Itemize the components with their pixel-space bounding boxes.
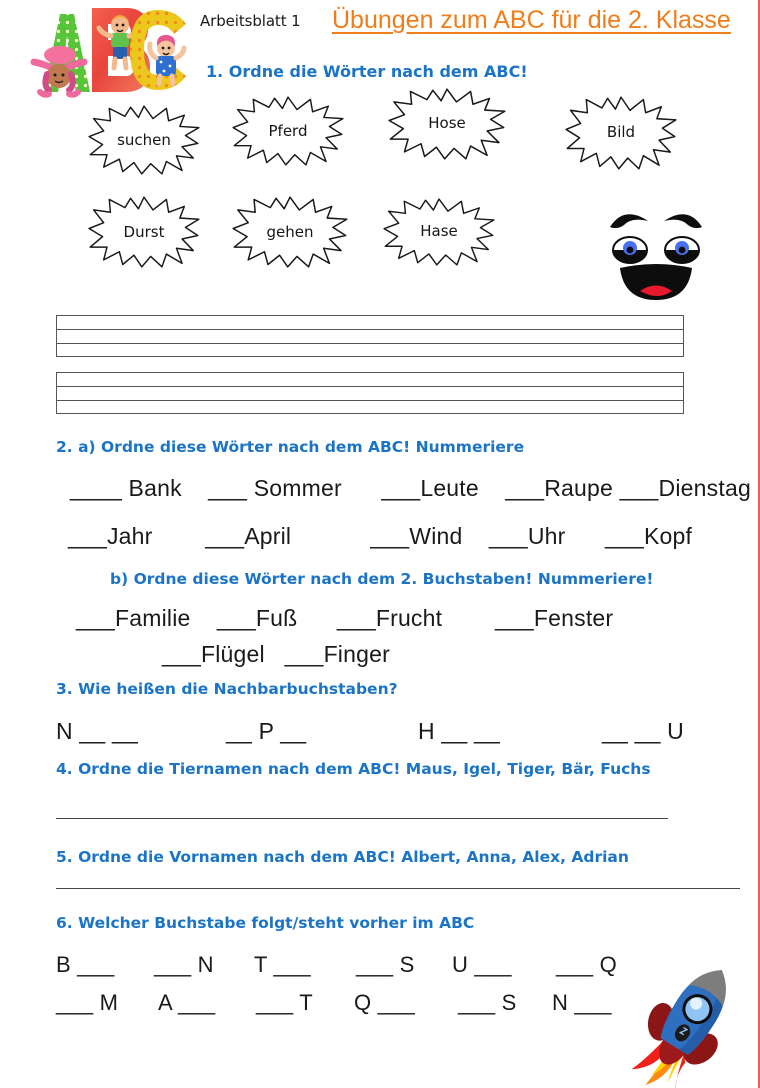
exercise-3-item[interactable]: __ P __ xyxy=(226,718,307,744)
exercise-5-answer-rule[interactable] xyxy=(56,888,740,889)
exercise-2a-row[interactable]: ____ Bank ___ Sommer ___Leute ___Raupe ___Dienstag xyxy=(70,475,751,501)
page-title: Übungen zum ABC für die 2. Klasse xyxy=(332,6,731,34)
word-label: gehen xyxy=(266,223,314,241)
writing-lines-block[interactable] xyxy=(56,315,684,357)
exercise-3-item[interactable]: N __ __ xyxy=(56,718,138,744)
exercise-5-heading: 5. Ordne die Vornamen nach dem ABC! Albert, Anna, Alex, Adrian xyxy=(56,848,629,866)
word-starburst xyxy=(232,196,348,268)
word-starburst xyxy=(232,96,344,166)
exercise-2a-row[interactable]: ___Jahr ___April ___Wind ___Uhr ___Kopf xyxy=(68,523,693,549)
exercise-6-heading: 6. Welcher Buchstabe folgt/steht vorher im ABC xyxy=(56,914,475,932)
exercise-6-item[interactable]: B ___ xyxy=(56,952,115,977)
writing-lines-block[interactable] xyxy=(56,372,684,414)
exercise-2b-row[interactable]: ___Familie ___Fuß ___Frucht ___Fenster xyxy=(76,605,614,631)
word-starburst xyxy=(88,196,200,268)
word-label: Durst xyxy=(123,223,165,241)
writing-rule xyxy=(57,329,683,330)
word-label: Bild xyxy=(606,123,636,141)
exercise-6-item[interactable]: Q ___ xyxy=(354,990,415,1015)
word-label: Hase xyxy=(420,222,458,240)
exercise-3-item[interactable]: H __ __ xyxy=(418,718,500,744)
word-label: Hose xyxy=(428,114,466,132)
smiley-face-icon xyxy=(600,193,712,301)
writing-rule xyxy=(57,386,683,387)
exercise-3-heading: 3. Wie heißen die Nachbarbuchstaben? xyxy=(56,680,398,698)
exercise-6-item[interactable]: N ___ xyxy=(552,990,612,1015)
exercise-4-answer-rule[interactable] xyxy=(56,818,668,819)
word-label: Pferd xyxy=(268,122,308,140)
exercise-6-item[interactable]: ___ S xyxy=(356,952,415,977)
exercise-1-heading: 1. Ordne die Wörter nach dem ABC! xyxy=(206,62,528,81)
worksheet-label: Arbeitsblatt 1 xyxy=(200,12,301,30)
exercise-6-item[interactable]: T ___ xyxy=(254,952,311,977)
abc-logo-image xyxy=(0,0,190,100)
exercise-6-item[interactable]: ___ T xyxy=(256,990,313,1015)
word-starburst xyxy=(88,105,200,175)
writing-rule xyxy=(57,343,683,344)
word-starburst xyxy=(388,88,506,160)
exercise-4-heading: 4. Ordne die Tiernamen nach dem ABC! Maus, Igel, Tiger, Bär, Fuchs xyxy=(56,760,651,778)
exercise-2a-heading: 2. a) Ordne diese Wörter nach dem ABC! Nummeriere xyxy=(56,438,525,456)
word-starburst xyxy=(565,96,677,170)
exercise-6-item[interactable]: ___ M xyxy=(56,990,119,1015)
word-label: suchen xyxy=(117,131,171,149)
exercise-6-item[interactable]: A ___ xyxy=(158,990,216,1015)
exercise-6-item[interactable]: ___ S xyxy=(458,990,517,1015)
exercise-6-item[interactable]: ___ N xyxy=(154,952,214,977)
writing-rule xyxy=(57,400,683,401)
exercise-2b-heading: b) Ordne diese Wörter nach dem 2. Buchstaben! Nummeriere! xyxy=(110,570,654,588)
exercise-2b-row[interactable]: ___Flügel ___Finger xyxy=(162,641,390,667)
rocket-icon xyxy=(626,955,754,1088)
exercise-6-item[interactable]: U ___ xyxy=(452,952,512,977)
exercise-6-item[interactable]: ___ Q xyxy=(556,952,617,977)
exercise-3-item[interactable]: __ __ U xyxy=(602,718,684,744)
word-starburst xyxy=(383,198,495,266)
